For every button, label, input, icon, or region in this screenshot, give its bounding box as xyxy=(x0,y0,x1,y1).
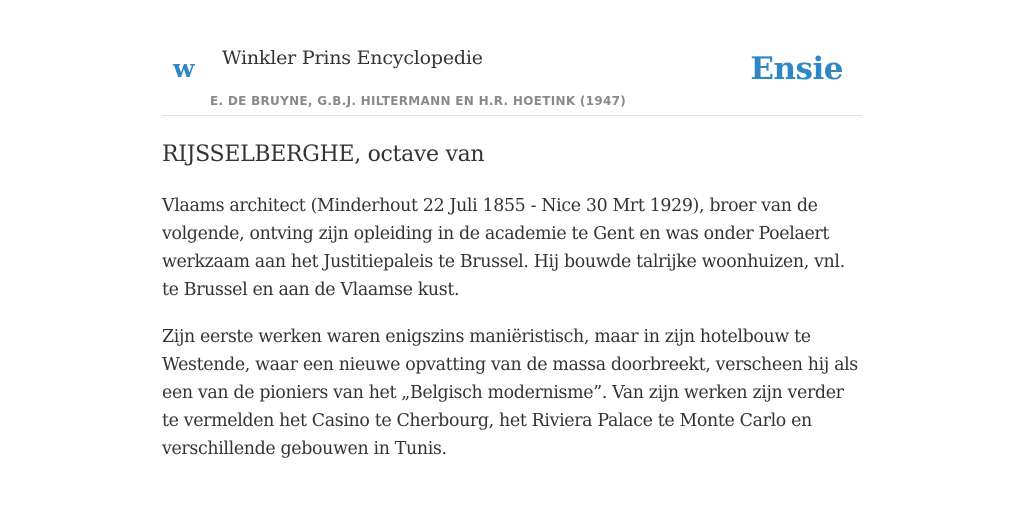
source-authors: E. DE BRUYNE, G.B.J. HILTERMANN EN H.R. HOETINK (1947) xyxy=(210,94,627,108)
source-logo[interactable]: w xyxy=(173,54,195,83)
header-divider xyxy=(162,115,862,116)
article-body xyxy=(162,192,862,482)
source-title[interactable]: Winkler Prins Encyclopedie xyxy=(222,47,483,69)
article-headword: RIJSSELBERGHE, octave van xyxy=(162,142,485,167)
article-paragraph: Zijn eerste werken waren enigszins maniëristisch, maar in zijn hotelbouw te Westende, waar een nieuwe opvatting van de massa doorbreekt, verscheen hij als een van de pioniers van het „Belgisch modernisme”. Van zijn werken zijn verder te vermelden het Casino te Cherbourg, het Riviera Palace te Monte Carlo en verschillende gebouwen in Tunis. xyxy=(162,327,858,459)
brand-logo[interactable]: Ensie xyxy=(750,51,843,87)
article-paragraph: Vlaams architect (Minderhout 22 Juli 1855 - Nice 30 Mrt 1929), broer van de volgende, ontving zijn opleiding in de academie te Gent en was onder Poelaert werkzaam aan het Justitiepaleis te Brussel. Hij bouwde talrijke woonhuizen, vnl. te Brussel en aan de Vlaamse kust. xyxy=(162,196,845,300)
